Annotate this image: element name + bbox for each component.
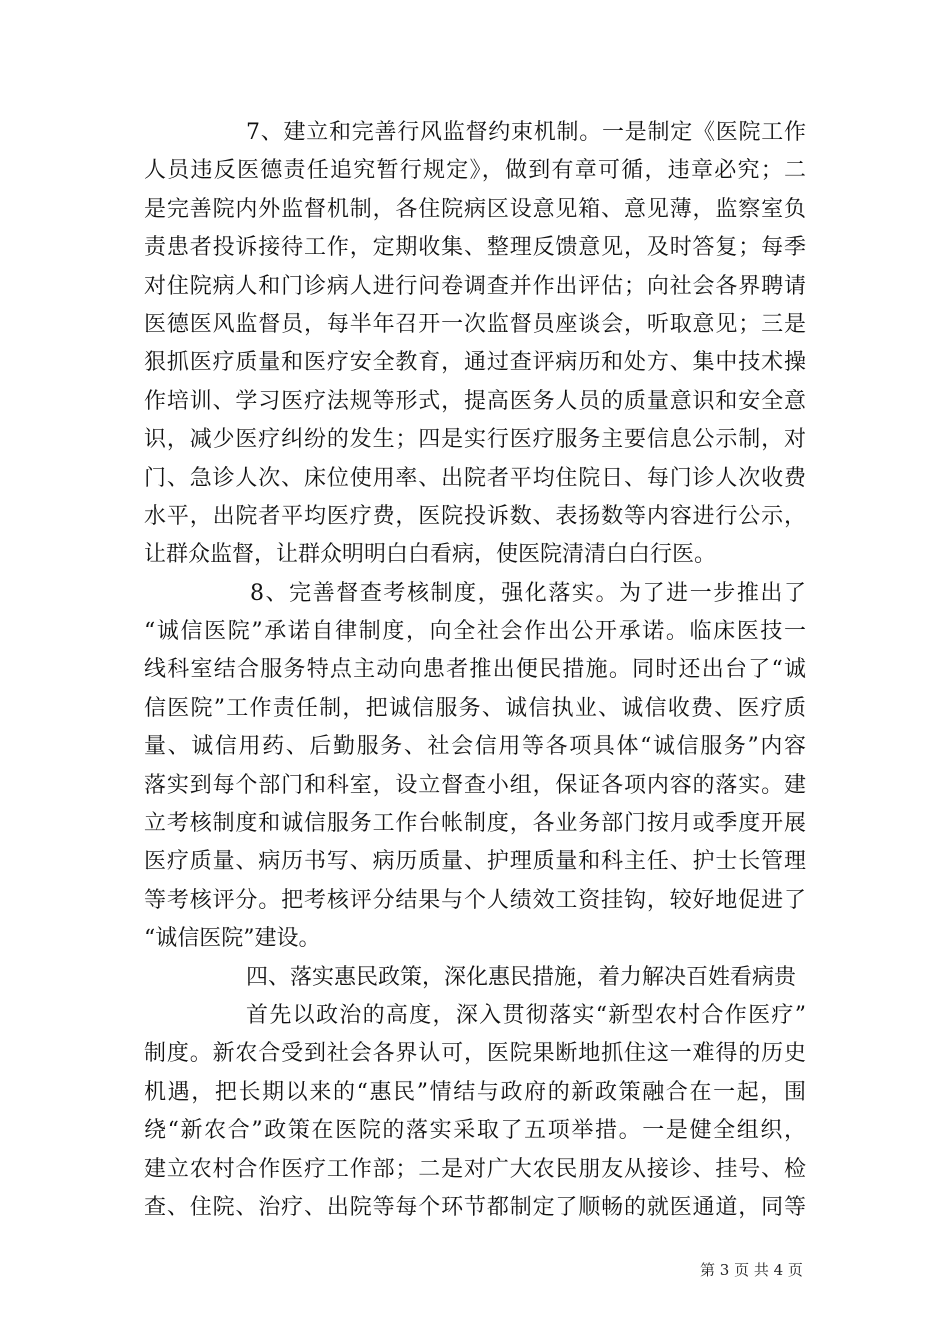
- paragraph-4-line-4: 绕“新农合”政策在医院的落实采取了五项举措。一是健全组织，: [144, 1118, 806, 1144]
- paragraph-1-line-4: 责患者投诉接待工作，定期收集、整理反馈意见，及时答复；每季: [144, 235, 806, 261]
- paragraph-2-line-9: 等考核评分。把考核评分结果与个人绩效工资挂钩，较好地促进了: [144, 887, 806, 913]
- section-heading: 四、落实惠民政策，深化惠民措施，着力解决百姓看病贵: [246, 964, 797, 990]
- paragraph-2-line-5: 量、诚信用药、后勤服务、社会信用等各项具体“诚信服务”内容: [144, 734, 806, 760]
- paragraph-2-line-6: 落实到每个部门和科室，设立督查小组，保证各项内容的落实。建: [144, 772, 806, 798]
- paragraph-1-line-1: 7、建立和完善行风监督约束机制。一是制定《医院工作: [246, 120, 806, 145]
- paragraph-2-line-8: 医疗质量、病历书写、病历质量、护理质量和科主任、护士长管理: [144, 849, 806, 875]
- page-number-footer: 第 3 页 共 4 页: [700, 1261, 803, 1279]
- paragraph-4-line-3: 机遇，把长期以来的“惠民”情结与政府的新政策融合在一起，围: [144, 1079, 806, 1105]
- paragraph-2-line-1: 8、完善督查考核制度，强化落实。为了进一步推出了: [250, 580, 806, 606]
- paragraph-1-line-11: 水平，出院者平均医疗费，医院投诉数、表扬数等内容进行公示，: [144, 503, 806, 529]
- paragraph-2-line-10: “诚信医院”建设。: [144, 926, 321, 952]
- paragraph-4-line-5: 建立农村合作医疗工作部；二是对广大农民朋友从接诊、挂号、检: [144, 1156, 806, 1182]
- paragraph-1-line-5: 对住院病人和门诊病人进行问卷调查并作出评估；向社会各界聘请: [144, 273, 806, 299]
- paragraph-1-line-3: 是完善院内外监督机制，各住院病区设意见箱、意见薄，监察室负: [144, 196, 806, 222]
- paragraph-2-line-2: “诚信医院”承诺自律制度，向全社会作出公开承诺。临床医技一: [144, 619, 806, 645]
- paragraph-1-line-12: 让群众监督，让群众明明白白看病，使医院清清白白行医。: [144, 542, 717, 568]
- paragraph-4-line-6: 查、住院、治疗、出院等每个环节都制定了顺畅的就医通道，同等: [144, 1194, 806, 1220]
- paragraph-1-line-9: 识，减少医疗纠纷的发生；四是实行医疗服务主要信息公示制，对: [144, 427, 806, 453]
- paragraph-1-line-6: 医德医风监督员，每半年召开一次监督员座谈会，听取意见；三是: [144, 311, 806, 337]
- paragraph-4-line-1: 首先以政治的高度，深入贯彻落实“新型农村合作医疗”: [246, 1002, 806, 1028]
- paragraph-1-line-10: 门、急诊人次、床位使用率、出院者平均住院日、每门诊人次收费: [144, 465, 806, 491]
- paragraph-1-line-2: 人员违反医德责任追究暂行规定》，做到有章可循，违章必究；二: [144, 158, 806, 184]
- paragraph-2-line-7: 立考核制度和诚信服务工作台帐制度，各业务部门按月或季度开展: [144, 811, 806, 837]
- paragraph-2-line-3: 线科室结合服务特点主动向患者推出便民措施。同时还出台了“诚: [144, 657, 806, 683]
- paragraph-4-line-2: 制度。新农合受到社会各界认可，医院果断地抓住这一难得的历史: [144, 1041, 806, 1067]
- paragraph-1-line-8: 作培训、学习医疗法规等形式，提高医务人员的质量意识和安全意: [144, 388, 806, 414]
- paragraph-1-line-7: 狠抓医疗质量和医疗安全教育，通过查评病历和处方、集中技术操: [144, 350, 806, 376]
- paragraph-2-line-4: 信医院”工作责任制，把诚信服务、诚信执业、诚信收费、医疗质: [144, 695, 806, 721]
- document-body: [144, 114, 806, 1227]
